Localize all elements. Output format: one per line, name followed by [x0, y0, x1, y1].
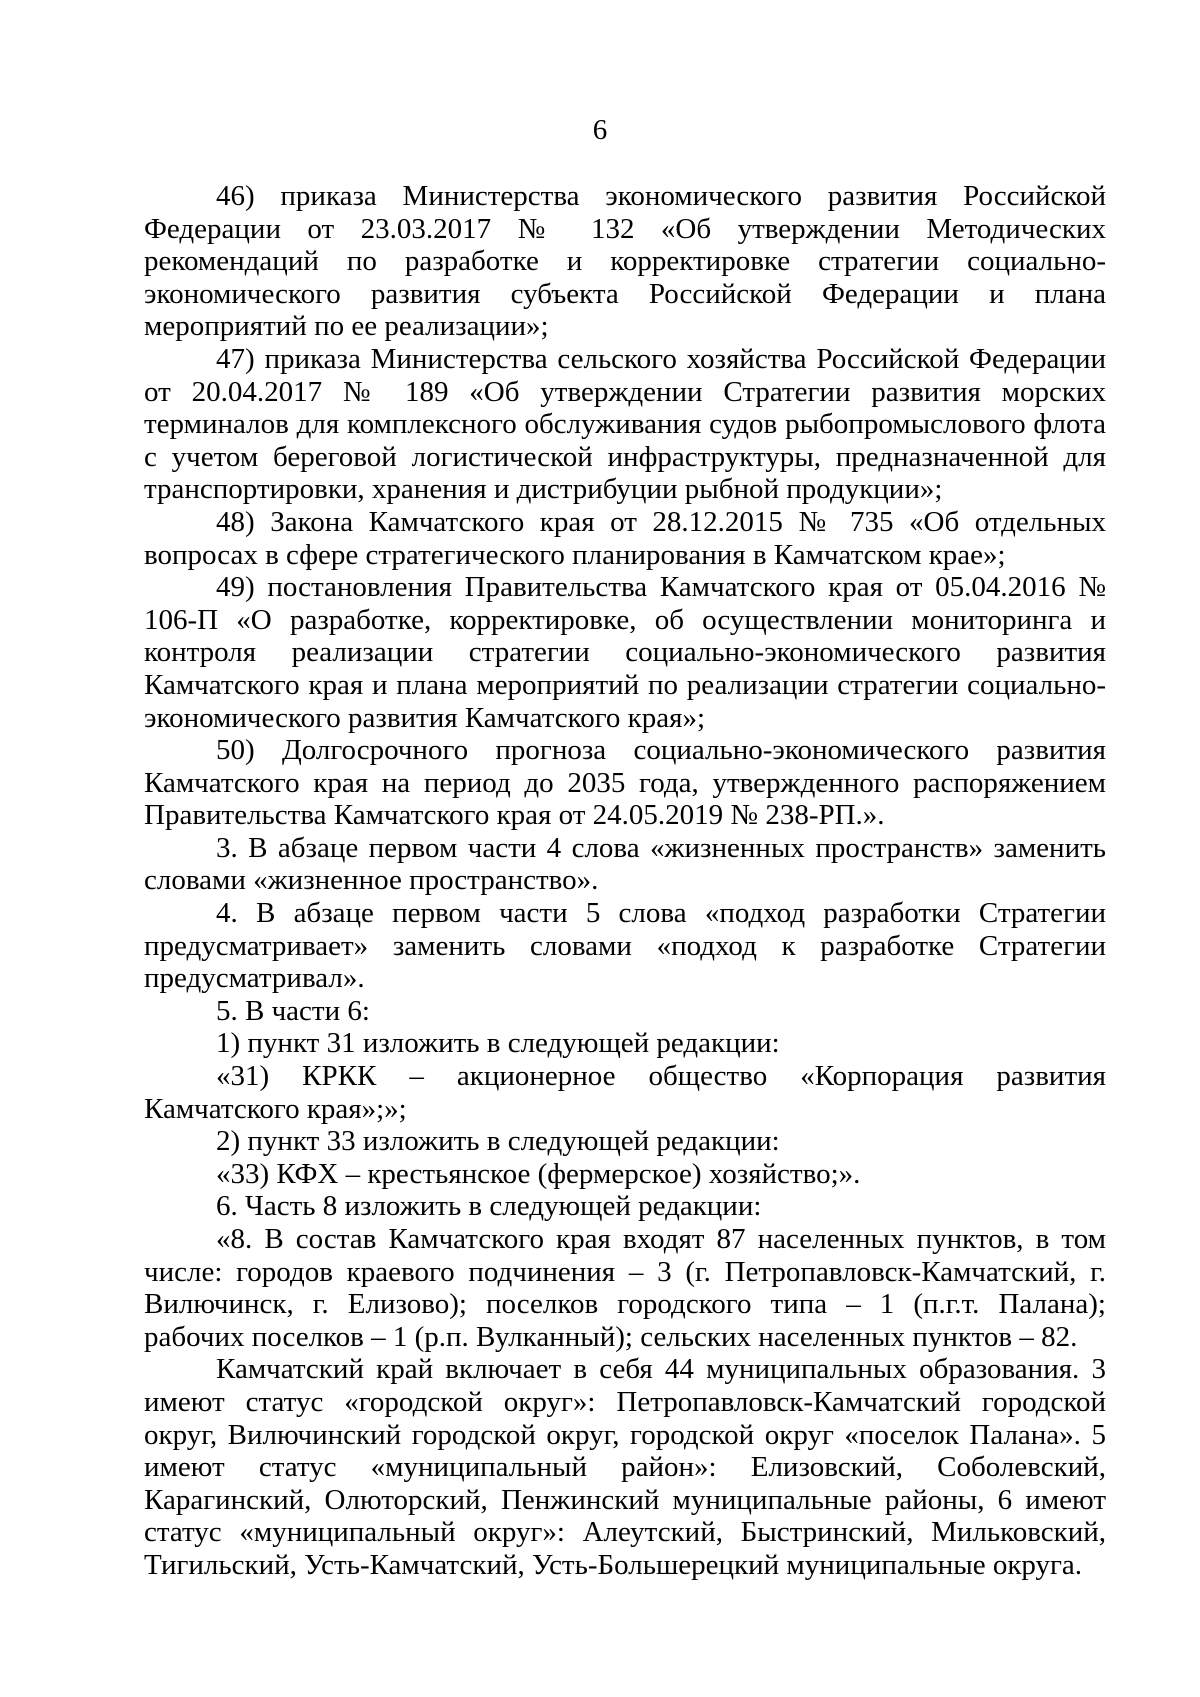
- amendment-item-3: 3. В абзаце первом части 4 слова «жизненных пространств» заменить словами «жизненное пространство».: [144, 831, 1106, 897]
- amendment-item-6: 6. Часть 8 изложить в следующей редакции:: [216, 1190, 762, 1223]
- list-item-46: 46) приказа Министерства экономического развития Российской Федерации от 23.03.2017 № 132 «Об утверждении Методических рекомендаций по разработке и корректировке стратегии социально-экономического развития субъекта Российской Федерации и плана мероприятий по ее реализации»;: [144, 180, 1106, 343]
- quoted-definition-33: «33) КФХ – крестьянское (фермерское) хозяйство;».: [216, 1157, 861, 1190]
- page-number: 6: [592, 114, 608, 146]
- list-item-49: 49) постановления Правительства Камчатского края от 05.04.2016 № 106-П «О разработке, корректировке, об осуществлении мониторинга и контроля реализации стратегии социально-экономического развития Камчатского края и плана мероприятий по реализации стратегии социально-экономического развития Камчатского края»;: [144, 571, 1106, 734]
- quoted-part-8-continuation: Камчатский край включает в себя 44 муниципальных образования. 3 имеют статус «городской округ»: Петропавловск-Камчатский городской округ, Вилючинский городской округ, городской округ «поселок Палана». 5 имеют статус «муниципальный район»: Елизовский, Соболевский, Карагинский, Олюторский, Пенжинский муниципальные районы, 6 имеют статус «муниципальный округ»: Алеутский, Быстринский, Мильковский, Тигильский, Усть-Камчатский, Усть-Большерецкий муниципальные округа.: [144, 1353, 1106, 1581]
- sub-item-1: 1) пункт 31 изложить в следующей редакции:: [216, 1027, 780, 1060]
- sub-item-2: 2) пункт 33 изложить в следующей редакции:: [216, 1125, 780, 1158]
- list-item-50: 50) Долгосрочного прогноза социально-экономического развития Камчатского края на период до 2035 года, утвержденного распоряжением Правительства Камчатского края от 24.05.2019 № 238-РП.».: [144, 734, 1106, 832]
- list-item-48: 48) Закона Камчатского края от 28.12.2015 № 735 «Об отдельных вопросах в сфере стратегического планирования в Камчатском крае»;: [144, 505, 1106, 571]
- document-body: [144, 180, 1106, 1582]
- amendment-item-5: 5. В части 6:: [216, 994, 370, 1027]
- quoted-part-8: «8. В состав Камчатского края входят 87 населенных пунктов, в том числе: городов краевого подчинения – 3 (г. Петропавловск-Камчатский, г. Вилючинск, г. Елизово); поселков городского типа – 1 (п.г.т. Палана); рабочих поселков – 1 (р.п. Вулканный); сельских населенных пунктов – 82.: [144, 1223, 1106, 1353]
- amendment-item-4: 4. В абзаце первом части 5 слова «подход разработки Стратегии предусматривает» заменить словами «подход к разработке Стратегии предусматривал».: [144, 897, 1106, 995]
- list-item-47: 47) приказа Министерства сельского хозяйства Российской Федерации от 20.04.2017 № 189 «Об утверждении Стратегии развития морских терминалов для комплексного обслуживания судов рыбопромыслового флота с учетом береговой логистической инфраструктуры, предназначенной для транспортировки, хранения и дистрибуции рыбной продукции»;: [144, 342, 1106, 506]
- quoted-definition-31: «31) КРКК – акционерное общество «Корпорация развития Камчатского края»;»;: [144, 1060, 1106, 1125]
